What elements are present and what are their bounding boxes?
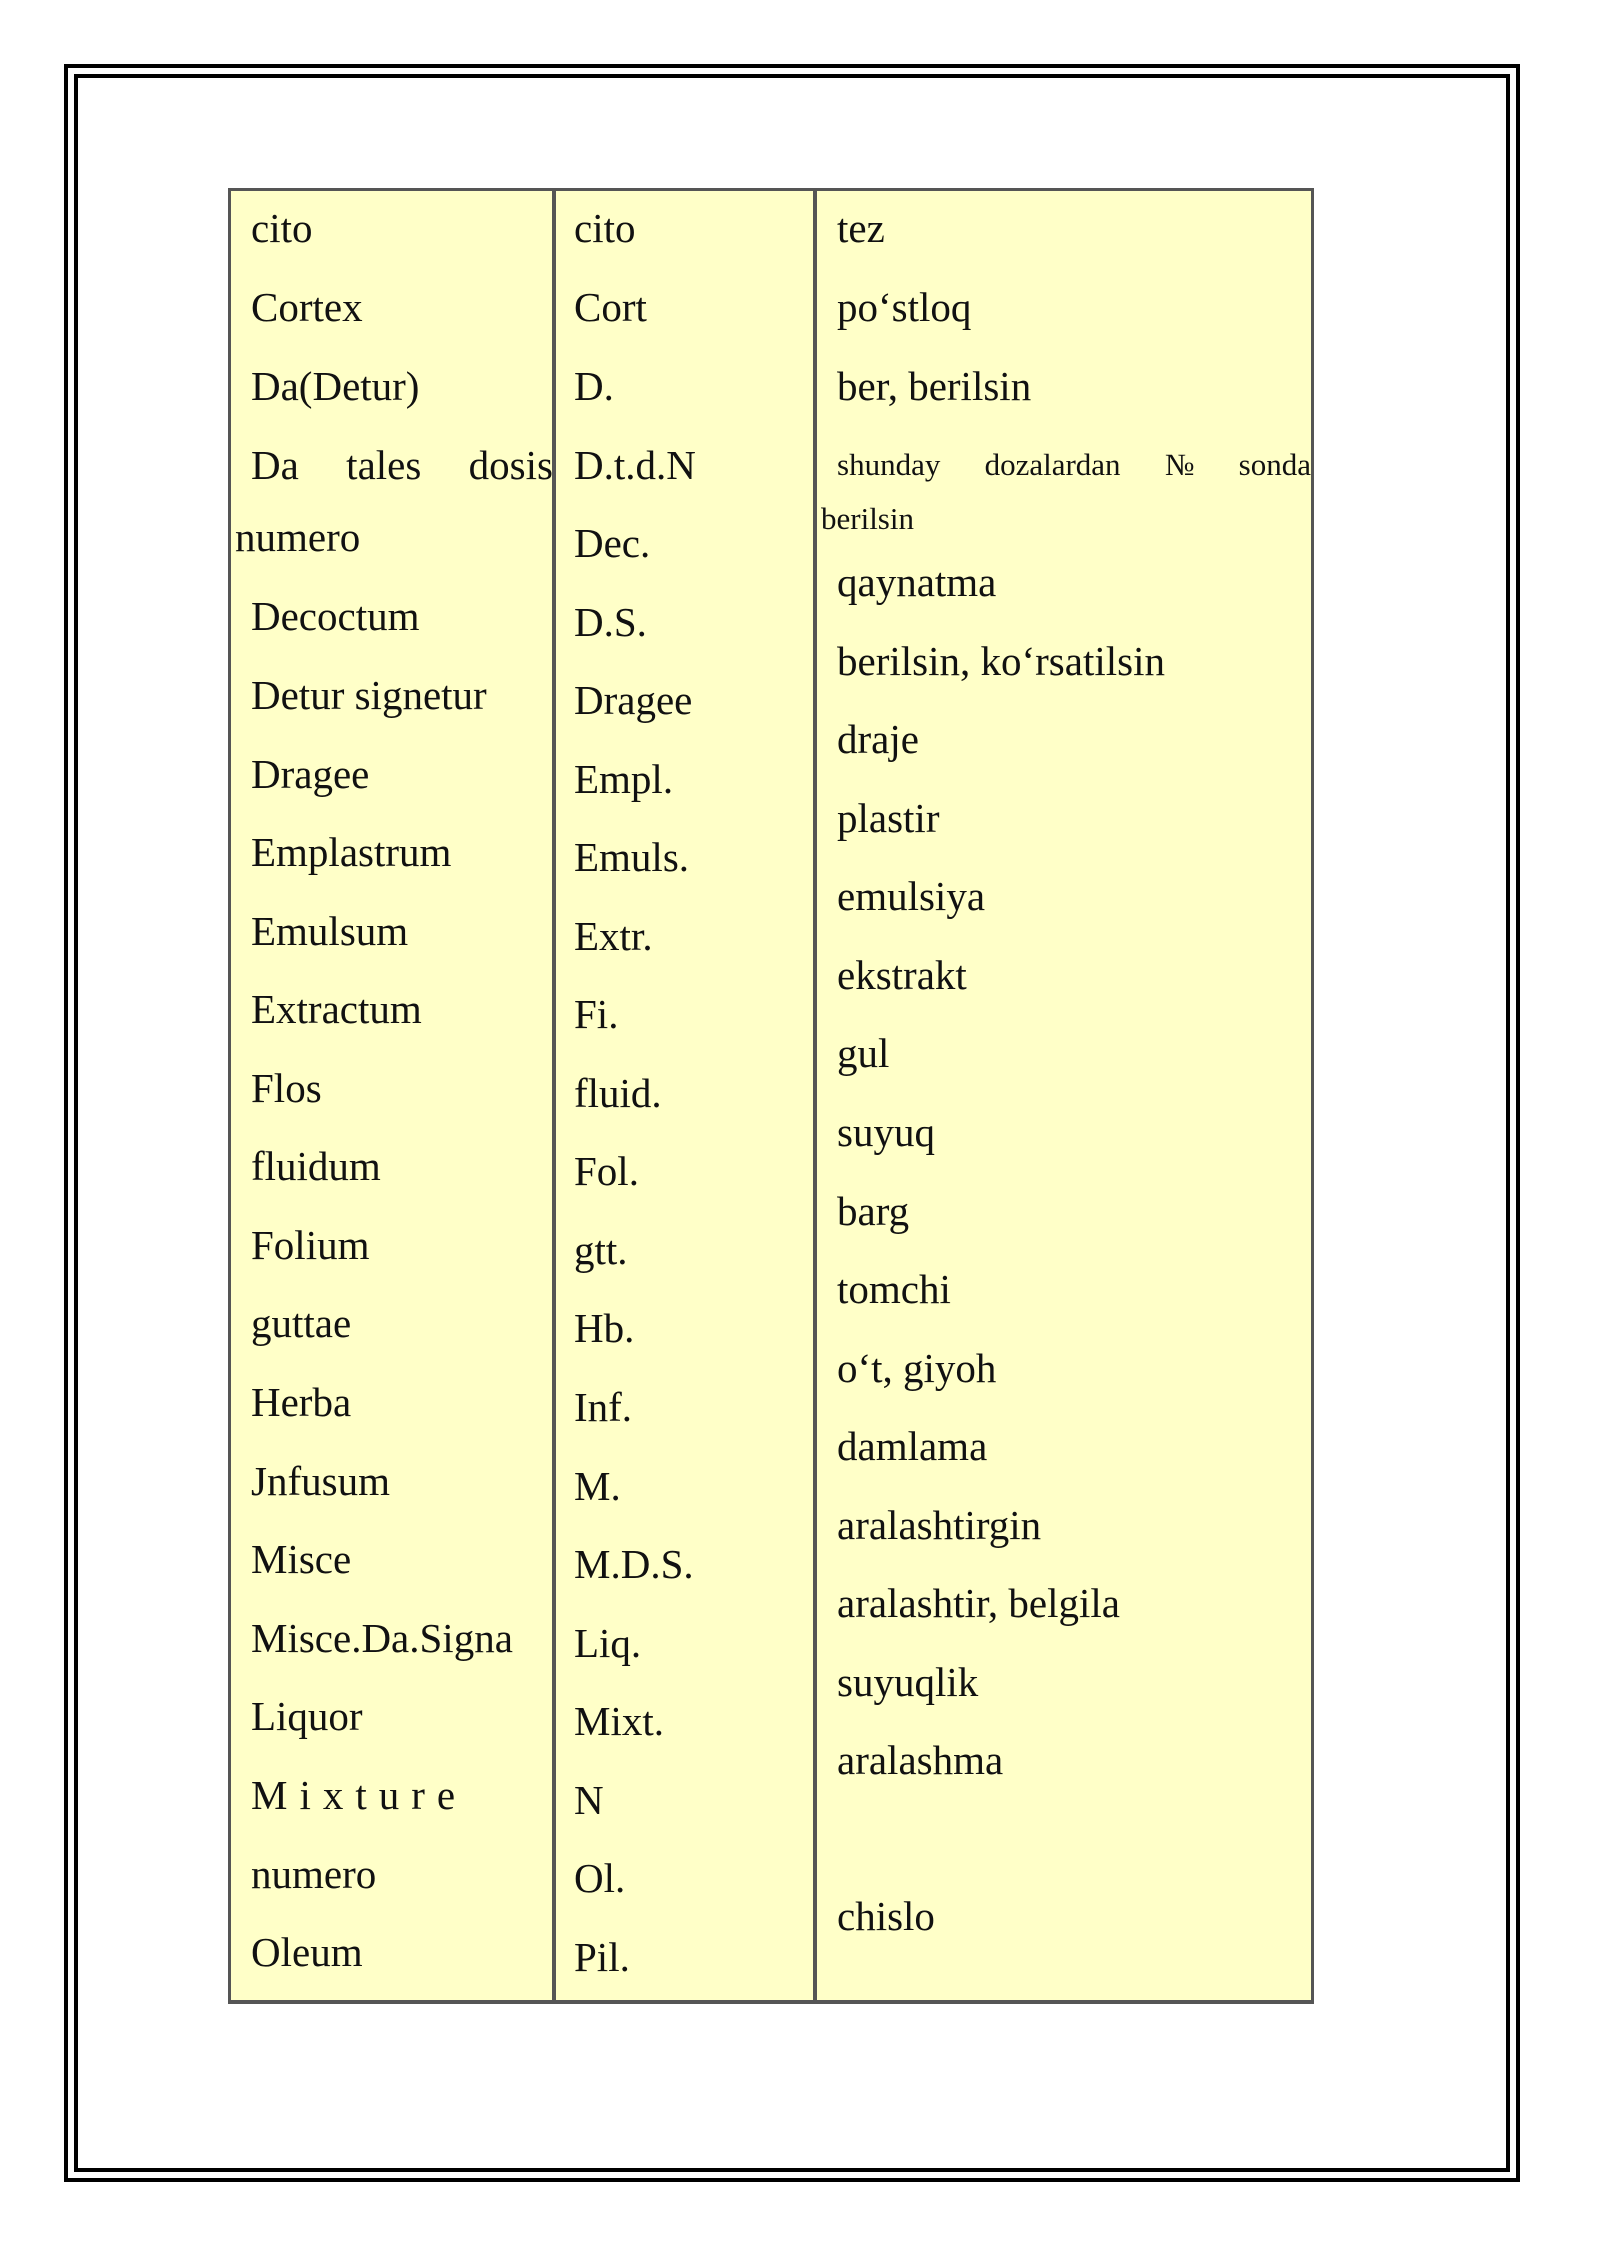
meaning: tez: [837, 205, 885, 251]
latin-term: Herba: [251, 1379, 352, 1425]
abbreviation: Fi.: [574, 991, 619, 1037]
abbreviation-column: [556, 191, 817, 2000]
latin-term: guttae: [251, 1300, 352, 1346]
latin-term: fluidum: [251, 1143, 381, 1189]
latin-term-column: [231, 191, 556, 2000]
meaning: o‘t, giyoh: [837, 1345, 997, 1391]
meaning: qaynatma: [837, 559, 997, 605]
meaning: suyuqlik: [837, 1659, 979, 1705]
meaning: chislo: [837, 1893, 935, 1939]
meaning: suyuq: [837, 1109, 935, 1155]
meaning: damlama: [837, 1423, 988, 1469]
meaning: aralashma: [837, 1737, 1004, 1783]
latin-term: Decoctum: [251, 593, 420, 639]
meaning: gul: [837, 1030, 890, 1076]
abbreviation: Extr.: [574, 913, 653, 959]
abbreviation: Dec.: [574, 520, 651, 566]
abbreviation: Pil.: [574, 1934, 630, 1980]
abbreviation: Hb.: [574, 1305, 635, 1351]
abbreviation: fluid.: [574, 1070, 662, 1116]
latin-term: Detur signetur: [251, 672, 487, 718]
latin-term: Da(Detur): [251, 363, 420, 409]
meaning-word: shunday: [837, 447, 941, 482]
latin-term: Misce: [251, 1536, 352, 1582]
abbreviation: Dragee: [574, 677, 693, 723]
latin-term-word: numero: [235, 514, 361, 560]
latin-term-word: dosis: [468, 442, 553, 488]
latin-term: numero: [251, 1851, 377, 1897]
latin-term: [235, 440, 556, 562]
latin-term: Liquor: [251, 1693, 363, 1739]
meaning-word: №: [1164, 447, 1195, 482]
abbreviation: Inf.: [574, 1384, 633, 1430]
meaning: draje: [837, 716, 919, 762]
abbreviation: Mixt.: [574, 1698, 664, 1744]
latin-term: Dragee: [251, 751, 370, 797]
meaning: ekstrakt: [837, 952, 967, 998]
abbreviation: Emuls.: [574, 834, 690, 880]
meaning: plastir: [837, 795, 940, 841]
abbreviation: M.: [574, 1463, 621, 1509]
latin-term: Cortex: [251, 284, 363, 330]
abbreviation: cito: [574, 205, 636, 251]
meaning-word: berilsin: [821, 501, 914, 536]
meaning: ber, berilsin: [837, 363, 1032, 409]
latin-term-word: Da: [251, 442, 299, 488]
latin-term: Mixture: [251, 1772, 468, 1818]
abbreviation: gtt.: [574, 1227, 628, 1273]
meaning: po‘stloq: [837, 284, 972, 330]
abbreviation: D.S.: [574, 599, 647, 645]
latin-term-word: tales: [346, 442, 422, 488]
meaning-word: sonda: [1238, 447, 1311, 482]
latin-term: Oleum: [251, 1929, 363, 1975]
latin-term: cito: [251, 205, 313, 251]
latin-term: Folium: [251, 1222, 370, 1268]
latin-term: Flos: [251, 1065, 322, 1111]
abbreviation: Ol.: [574, 1855, 626, 1901]
meaning: aralashtirgin: [837, 1502, 1042, 1548]
meaning: berilsin, ko‘rsatilsin: [837, 638, 1165, 684]
abbreviation: Fol.: [574, 1148, 639, 1194]
meaning: emulsiya: [837, 873, 986, 919]
latin-term: Emplastrum: [251, 829, 452, 875]
abbreviation: D.: [574, 363, 614, 409]
abbreviation: Liq.: [574, 1620, 642, 1666]
latin-term: Misce.Da.Signa: [251, 1615, 513, 1661]
meaning-column: [817, 191, 1311, 2000]
meaning: tomchi: [837, 1266, 951, 1312]
meaning-word: dozalardan: [984, 447, 1121, 482]
abbreviation-glossary-table: [228, 188, 1314, 2004]
latin-term: Jnfusum: [251, 1458, 390, 1504]
latin-term: Extractum: [251, 986, 422, 1032]
meaning: barg: [837, 1188, 910, 1234]
abbreviation: M.D.S.: [574, 1541, 694, 1587]
abbreviation: N: [574, 1777, 604, 1823]
abbreviation: Cort: [574, 284, 647, 330]
meaning: [821, 445, 1311, 539]
latin-term: Emulsum: [251, 908, 409, 954]
meaning: aralashtir, belgila: [837, 1580, 1120, 1626]
abbreviation: D.t.d.N: [574, 442, 696, 488]
abbreviation: Empl.: [574, 756, 674, 802]
